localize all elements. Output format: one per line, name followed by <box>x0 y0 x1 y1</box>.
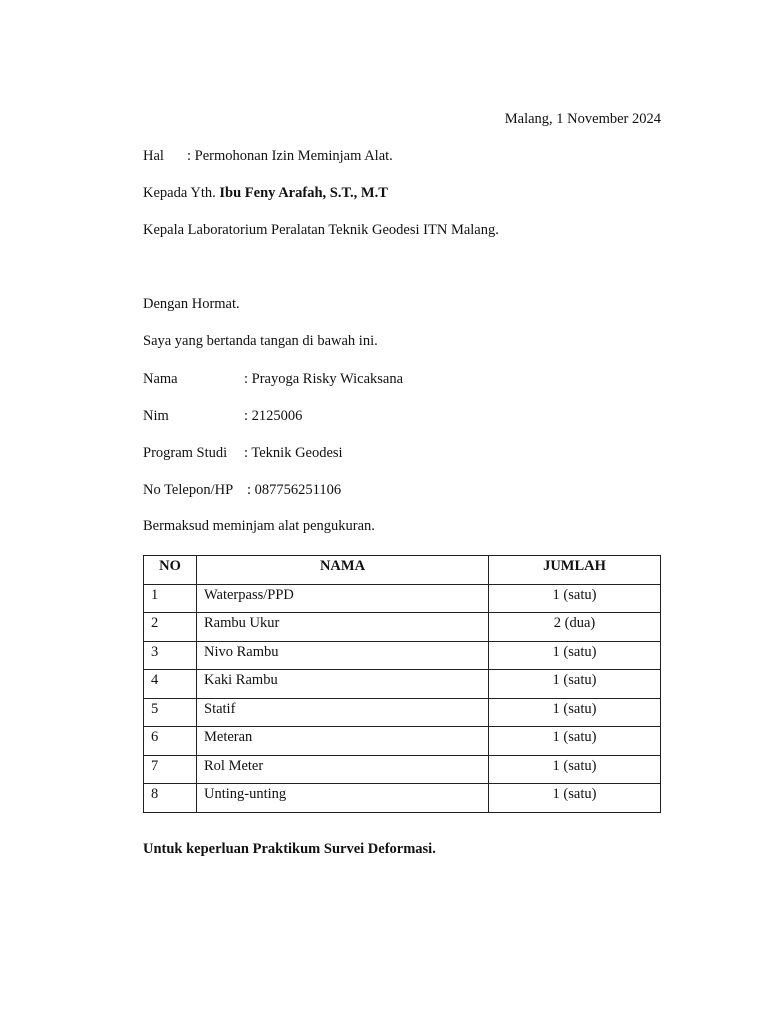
field-value: : Prayoga Risky Wicaksana <box>244 371 404 387</box>
recipient-line <box>143 184 388 202</box>
cell-nama: Meteran <box>197 727 489 756</box>
subject-label: Hal <box>143 148 164 164</box>
table-row <box>144 784 661 813</box>
recipient-name: Ibu Feny Arafah, S.T., M.T <box>219 185 388 201</box>
table-row <box>144 641 661 670</box>
cell-no: 2 <box>144 613 197 642</box>
cell-no: 4 <box>144 670 197 699</box>
cell-nama: Waterpass/PPD <box>197 584 489 613</box>
cell-nama: Nivo Rambu <box>197 641 489 670</box>
header-no: NO <box>144 556 197 585</box>
cell-no: 7 <box>144 755 197 784</box>
field-program-studi <box>143 444 543 462</box>
cell-jumlah: 2 (dua) <box>489 613 661 642</box>
field-telepon <box>143 481 543 499</box>
field-value: : 087756251106 <box>247 482 342 498</box>
equipment-table <box>143 555 661 813</box>
cell-jumlah: 1 (satu) <box>489 727 661 756</box>
header-nama: NAMA <box>197 556 489 585</box>
subject-line <box>143 147 543 165</box>
recipient-position: Kepala Laboratorium Peralatan Teknik Geodesi ITN Malang. <box>143 222 499 238</box>
field-label: Nim <box>143 408 169 424</box>
cell-jumlah: 1 (satu) <box>489 698 661 727</box>
greeting: Dengan Hormat. <box>143 296 240 312</box>
cell-jumlah: 1 (satu) <box>489 670 661 699</box>
field-nim <box>143 407 543 425</box>
field-label: No Telepon/HP <box>143 482 234 498</box>
cell-nama: Rambu Ukur <box>197 613 489 642</box>
cell-jumlah: 1 (satu) <box>489 755 661 784</box>
cell-no: 3 <box>144 641 197 670</box>
cell-no: 6 <box>144 727 197 756</box>
closing-purpose: Untuk keperluan Praktikum Survei Deformasi. <box>143 841 436 857</box>
cell-nama: Kaki Rambu <box>197 670 489 699</box>
field-nama <box>143 370 543 388</box>
cell-no: 8 <box>144 784 197 813</box>
table-row <box>144 755 661 784</box>
table-header-row <box>144 556 661 585</box>
header-jumlah: JUMLAH <box>489 556 661 585</box>
field-value: : Teknik Geodesi <box>244 445 343 461</box>
cell-nama: Unting-unting <box>197 784 489 813</box>
table-row <box>144 584 661 613</box>
cell-nama: Statif <box>197 698 489 727</box>
field-label: Program Studi <box>143 445 228 461</box>
cell-no: 5 <box>144 698 197 727</box>
table-row <box>144 727 661 756</box>
recipient-prefix: Kepada Yth. <box>143 185 220 201</box>
table-row <box>144 613 661 642</box>
cell-jumlah: 1 (satu) <box>489 584 661 613</box>
letter-date: Malang, 1 November 2024 <box>504 111 661 127</box>
cell-no: 1 <box>144 584 197 613</box>
subject-value: : Permohonan Izin Meminjam Alat. <box>187 148 393 164</box>
cell-jumlah: 1 (satu) <box>489 784 661 813</box>
cell-jumlah: 1 (satu) <box>489 641 661 670</box>
cell-nama: Rol Meter <box>197 755 489 784</box>
table-row <box>144 698 661 727</box>
table-row <box>144 670 661 699</box>
field-label: Nama <box>143 371 178 387</box>
purpose-intro: Bermaksud meminjam alat pengukuran. <box>143 518 375 534</box>
intro-text: Saya yang bertanda tangan di bawah ini. <box>143 333 378 349</box>
field-value: : 2125006 <box>244 408 303 424</box>
